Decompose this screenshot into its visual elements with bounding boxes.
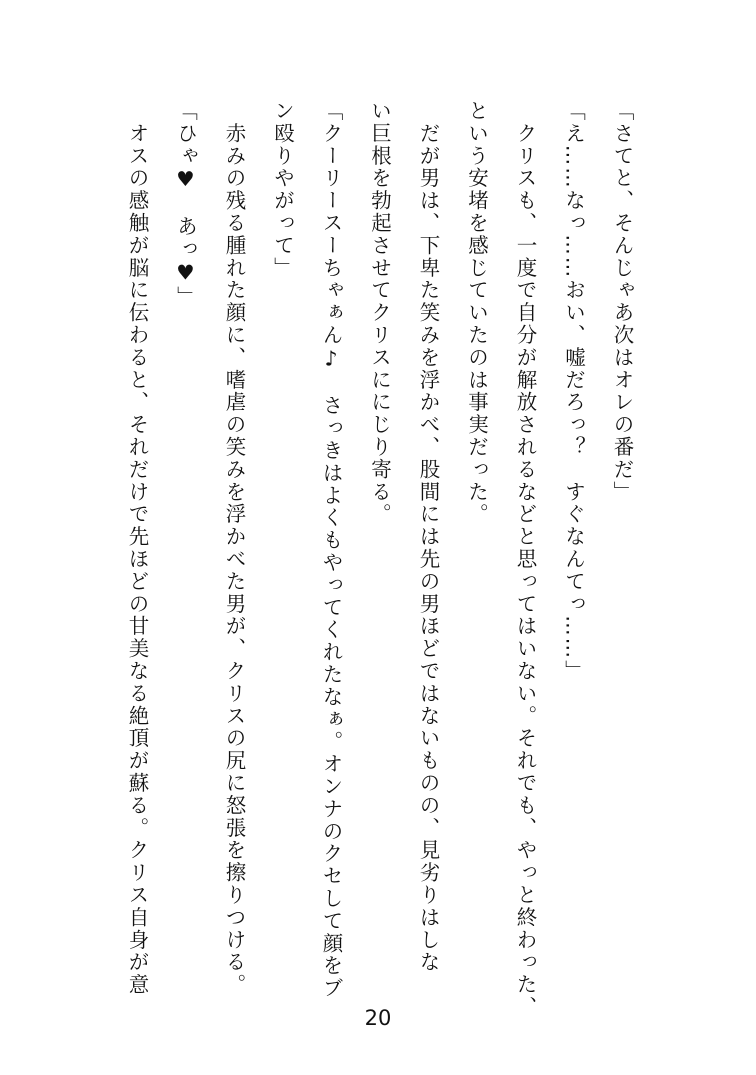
text-line-dialogue: ン殴りやがって」 [270,100,295,280]
text-line-narration: い巨根を勃起させてクリスににじり寄る。 [367,100,392,526]
text-line-dialogue: 「え……なっ……おい、嘘だろっ？ すぐなんてっ……」 [561,100,586,683]
text-line-dialogue: 「さてと、そんじゃあ次はオレの番だ」 [610,100,634,504]
text-line-dialogue: 「ひゃ♥ あっ♥」 [173,100,198,309]
text-line-narration: クリスも、一度で自分が解放されるなどと思ってはいない。それでも、やっと終わった、 [513,100,537,1019]
text-line-narration: 赤みの残る腫れた顔に、嗜虐の笑みを浮かべた男が、クリスの尻に怒張を擦りつける。 [222,100,246,996]
text-line-narration: という安堵を感じていたのは事実だった。 [464,100,489,526]
text-line-dialogue: 「クーリースーちゃぁん♪ さっきはよくもやってくれたなぁ。オンナのクセして顔をブ [319,100,343,1000]
text-line-narration: だが男は、下卑た笑みを浮かべ、股間には先の男ほどではないものの、見劣りはしな [416,100,440,974]
text-line-narration: オスの感触が脳に伝わると、それだけで先ほどの甘美なる絶頂が蘇る。クリス自身が意 [125,100,149,996]
page-number: 20 [364,1006,392,1030]
vertical-text-body [113,100,647,1020]
